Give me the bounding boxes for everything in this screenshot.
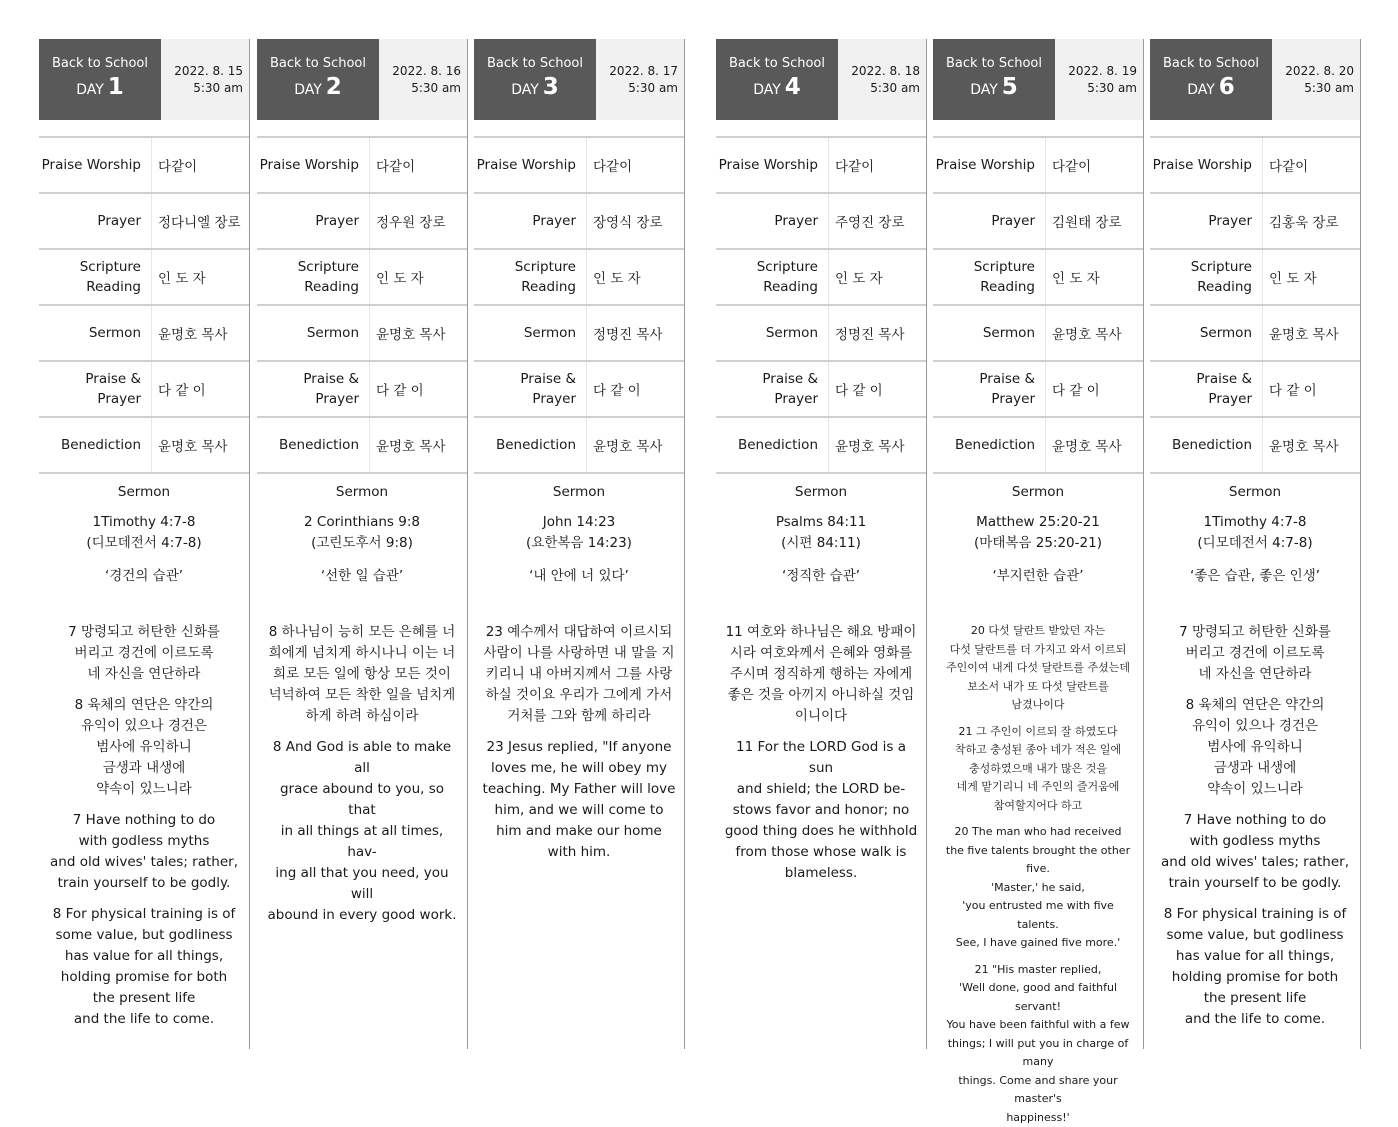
program-leader: 인 도 자 (369, 250, 467, 304)
program-role: Benediction (933, 435, 1045, 455)
program-leader: 다같이 (586, 138, 684, 192)
scripture-reference-korean: (고린도후서 9:8) (265, 533, 459, 554)
day-header (1150, 39, 1360, 120)
verse-text: 8 And God is able to make all grace abound to you, so that in all things at all times, hav- ing all that you need, you will abound in every good work. (265, 737, 459, 926)
event-title: Back to School (270, 56, 366, 72)
program-leader: 윤명호 목사 (1262, 418, 1360, 472)
time: 5:30 am (596, 80, 678, 97)
event-title: Back to School (946, 56, 1042, 72)
program-role: Praise Worship (933, 155, 1045, 175)
program-row (474, 194, 684, 250)
program-role: Sermon (474, 323, 586, 343)
scripture-reference: Matthew 25:20-21 (941, 512, 1135, 533)
program-leader: 인 도 자 (828, 250, 926, 304)
day-header (257, 39, 467, 120)
program-row (1150, 418, 1360, 474)
program-leader: 인 도 자 (151, 250, 249, 304)
date-time (596, 39, 684, 120)
day-header (39, 39, 249, 120)
day-number: 3 (543, 74, 559, 100)
scripture-reference-korean: (디모데전서 4:7-8) (1158, 533, 1352, 554)
event-title: Back to School (1163, 56, 1259, 72)
sermon-section (257, 474, 467, 926)
sermon-section (474, 474, 684, 863)
program-leader: 다 같 이 (1045, 362, 1143, 416)
day-word: DAY (753, 82, 781, 98)
program-leader: 주영진 장로 (828, 194, 926, 248)
program-leader: 윤명호 목사 (1045, 306, 1143, 360)
sermon-title: ‘선한 일 습관’ (265, 564, 459, 584)
program-role: Sermon (1150, 323, 1262, 343)
program-row (1150, 306, 1360, 362)
program-leader: 다 같 이 (369, 362, 467, 416)
program-leader: 윤명호 목사 (586, 418, 684, 472)
day-badge (933, 39, 1055, 120)
header-divider (39, 120, 249, 138)
sermon-heading: Sermon (1158, 484, 1352, 500)
verse-list (47, 622, 241, 1030)
verse-text: 20 The man who had received the five talents brought the other five. 'Master,' he said, 'you entrusted me with five talents. See, I have gained five more.' (941, 823, 1135, 953)
program-role: Benediction (39, 435, 151, 455)
program-row (1150, 362, 1360, 418)
verse-text: 20 다섯 달란트 받았던 자는 다섯 달란트를 더 가지고 와서 이르되 주인이여 내게 다섯 달란트를 주셨는데 보소서 내가 또 다섯 달란트를 남겼나이다 (941, 622, 1135, 715)
program-row (716, 362, 926, 418)
program-row (933, 250, 1143, 306)
program-role: Praise & Prayer (716, 369, 828, 409)
program-role: Praise Worship (1150, 155, 1262, 175)
sermon-section (933, 474, 1143, 1127)
sermon-section (716, 474, 926, 884)
date-time (838, 39, 926, 120)
sermon-heading: Sermon (47, 484, 241, 500)
sermon-title: ‘내 안에 너 있다’ (482, 564, 676, 584)
program-row (1150, 250, 1360, 306)
day-header (933, 39, 1143, 120)
day-column (716, 39, 927, 1049)
header-divider (257, 120, 467, 138)
program-row (933, 362, 1143, 418)
program-leader: 윤명호 목사 (1045, 418, 1143, 472)
date-time (379, 39, 467, 120)
date-time (161, 39, 249, 120)
program-row (39, 138, 249, 194)
day-badge (1150, 39, 1272, 120)
day-label (511, 74, 559, 103)
verse-text: 23 예수께서 대답하여 이르시되 사람이 나를 사랑하면 내 말을 지 키리니 내 아버지께서 그를 사랑 하실 것이요 우리가 그에게 가서 거처를 그와 함께 하리라 (482, 622, 676, 727)
day-number: 2 (326, 74, 342, 100)
scripture-reference: 1Timothy 4:7-8 (1158, 512, 1352, 533)
event-title: Back to School (52, 56, 148, 72)
verse-text: 8 육체의 연단은 약간의 유익이 있으나 경건은 범사에 유익하니 금생과 내생에 약속이 있느니라 (1158, 695, 1352, 800)
day-badge (257, 39, 379, 120)
program-leader: 윤명호 목사 (369, 418, 467, 472)
program-row (39, 306, 249, 362)
day-header (474, 39, 684, 120)
program-role: Sermon (716, 323, 828, 343)
verse-text: 11 여호와 하나님은 해요 방패이 시라 여호와께서 은혜와 영화를 주시며 정직하게 행하는 자에게 좋은 것을 아끼지 아니하실 것임 이니이다 (724, 622, 918, 727)
program-role: Scripture Reading (39, 257, 151, 297)
scripture-reference-korean: (시편 84:11) (724, 533, 918, 554)
program-leader: 다같이 (1262, 138, 1360, 192)
sermon-title: ‘경건의 습관’ (47, 564, 241, 584)
program-leader: 정명진 목사 (828, 306, 926, 360)
program-role: Benediction (474, 435, 586, 455)
program-row (1150, 138, 1360, 194)
program-row (39, 194, 249, 250)
program-row (716, 306, 926, 362)
event-title: Back to School (487, 56, 583, 72)
day-number: 1 (108, 74, 124, 100)
program-row (257, 138, 467, 194)
program-role: Sermon (933, 323, 1045, 343)
program-row (474, 138, 684, 194)
program-role: Prayer (933, 211, 1045, 231)
day-column (257, 39, 468, 1049)
program-leader: 윤명호 목사 (151, 418, 249, 472)
scripture-reference-korean: (디모데전서 4:7-8) (47, 533, 241, 554)
program-leader: 인 도 자 (1045, 250, 1143, 304)
verse-text: 8 육체의 연단은 약간의 유익이 있으나 경건은 범사에 유익하니 금생과 내생에 약속이 있느니라 (47, 695, 241, 800)
day-label (76, 74, 124, 103)
date: 2022. 8. 16 (379, 63, 461, 80)
verse-text: 7 Have nothing to do with godless myths and old wives' tales; rather, train yourself to be godly. (47, 810, 241, 894)
date: 2022. 8. 19 (1055, 63, 1137, 80)
verse-list (482, 622, 676, 863)
sermon-section (39, 474, 249, 1030)
sermon-title: ‘정직한 습관’ (724, 564, 918, 584)
verse-text: 11 For the LORD God is a sun and shield; the LORD be- stows favor and honor; no good thing does he withhold from those whose walk is blameless. (724, 737, 918, 884)
header-divider (933, 120, 1143, 138)
program-leader: 정다니엘 장로 (151, 194, 249, 248)
program-role: Praise Worship (257, 155, 369, 175)
day-badge (39, 39, 161, 120)
program-leader: 다같이 (1045, 138, 1143, 192)
sermon-heading: Sermon (724, 484, 918, 500)
verse-text: 8 For physical training is of some value, but godliness has value for all things, holding promise for both the present life and the life to come. (1158, 904, 1352, 1030)
verse-text: 8 하나님이 능히 모든 은혜를 너 희에게 넘치게 하시나니 이는 너 희로 모든 일에 항상 모든 것이 넉넉하여 모든 착한 일을 넘치게 하게 하려 하심이라 (265, 622, 459, 727)
program-leader: 윤명호 목사 (151, 306, 249, 360)
program-row (39, 362, 249, 418)
program-leader: 장영식 장로 (586, 194, 684, 248)
program-row (716, 194, 926, 250)
program-leader: 윤명호 목사 (1262, 306, 1360, 360)
verse-text: 23 Jesus replied, "If anyone loves me, he will obey my teaching. My Father will love him, and we will come to him and make our home with him. (482, 737, 676, 863)
program-leader: 김홍욱 장로 (1262, 194, 1360, 248)
program-role: Praise Worship (39, 155, 151, 175)
date: 2022. 8. 15 (161, 63, 243, 80)
program-leader: 정명진 목사 (586, 306, 684, 360)
sermon-heading: Sermon (482, 484, 676, 500)
verse-text: 21 "His master replied, 'Well done, good and faithful servant! You have been faithful with a few things; I will put you in charge of many things. Come and share your master's happiness!' (941, 961, 1135, 1127)
verse-list (941, 622, 1135, 1127)
program-row (257, 362, 467, 418)
verse-text: 7 망령되고 허탄한 신화를 버리고 경건에 이르도록 네 자신을 연단하라 (1158, 622, 1352, 685)
event-title: Back to School (729, 56, 825, 72)
scripture-reference: Psalms 84:11 (724, 512, 918, 533)
day-number: 4 (785, 74, 801, 100)
day-column (39, 39, 250, 1049)
program-role: Prayer (257, 211, 369, 231)
date-time (1272, 39, 1360, 120)
day-label (753, 74, 801, 103)
sermon-section (1150, 474, 1360, 1030)
program-row (1150, 194, 1360, 250)
day-label (1187, 74, 1235, 103)
time: 5:30 am (379, 80, 461, 97)
time: 5:30 am (1055, 80, 1137, 97)
program-role: Sermon (257, 323, 369, 343)
program-row (716, 418, 926, 474)
verse-text: 21 그 주인이 이르되 잘 하였도다 착하고 충성된 종아 네가 적은 일에 충성하였으매 내가 많은 것을 네게 맡기리니 네 주인의 즐거움에 참여할지어다 하고 (941, 723, 1135, 816)
verse-list (724, 622, 918, 884)
program-role: Benediction (1150, 435, 1262, 455)
program-leader: 다 같 이 (151, 362, 249, 416)
program-role: Prayer (474, 211, 586, 231)
program-role: Praise & Prayer (1150, 369, 1262, 409)
program-role: Scripture Reading (474, 257, 586, 297)
sermon-title: ‘좋은 습관, 좋은 인생’ (1158, 564, 1352, 584)
program-role: Prayer (39, 211, 151, 231)
program-role: Praise & Prayer (474, 369, 586, 409)
program-leader: 다같이 (828, 138, 926, 192)
program-role: Scripture Reading (933, 257, 1045, 297)
header-divider (1150, 120, 1360, 138)
program-row (39, 418, 249, 474)
program-role: Benediction (716, 435, 828, 455)
program-row (716, 138, 926, 194)
day-label (970, 74, 1018, 103)
program-role: Praise Worship (474, 155, 586, 175)
time: 5:30 am (1272, 80, 1354, 97)
date: 2022. 8. 20 (1272, 63, 1354, 80)
program-leader: 김원태 장로 (1045, 194, 1143, 248)
verse-text: 7 망령되고 허탄한 신화를 버리고 경건에 이르도록 네 자신을 연단하라 (47, 622, 241, 685)
day-label (294, 74, 342, 103)
program-role: Praise & Prayer (933, 369, 1045, 409)
program-leader: 다같이 (151, 138, 249, 192)
day-word: DAY (511, 82, 539, 98)
date: 2022. 8. 17 (596, 63, 678, 80)
program-row (474, 306, 684, 362)
program-role: Scripture Reading (257, 257, 369, 297)
header-divider (716, 120, 926, 138)
day-number: 5 (1002, 74, 1018, 100)
program-row (257, 194, 467, 250)
program-row (716, 250, 926, 306)
day-word: DAY (1187, 82, 1215, 98)
program-role: Benediction (257, 435, 369, 455)
program-row (933, 306, 1143, 362)
day-badge (716, 39, 838, 120)
time: 5:30 am (838, 80, 920, 97)
verse-list (1158, 622, 1352, 1030)
program-role: Praise & Prayer (257, 369, 369, 409)
day-word: DAY (970, 82, 998, 98)
program-leader: 윤명호 목사 (828, 418, 926, 472)
sermon-title: ‘부지런한 습관’ (941, 564, 1135, 584)
day-number: 6 (1219, 74, 1235, 100)
program-leader: 인 도 자 (1262, 250, 1360, 304)
day-word: DAY (294, 82, 322, 98)
date: 2022. 8. 18 (838, 63, 920, 80)
program-leader: 다 같 이 (1262, 362, 1360, 416)
day-header (716, 39, 926, 120)
scripture-reference: John 14:23 (482, 512, 676, 533)
program-row (257, 418, 467, 474)
scripture-reference-korean: (마태복음 25:20-21) (941, 533, 1135, 554)
day-column (933, 39, 1144, 1049)
program-role: Praise & Prayer (39, 369, 151, 409)
scripture-reference: 1Timothy 4:7-8 (47, 512, 241, 533)
program-role: Prayer (716, 211, 828, 231)
header-divider (474, 120, 684, 138)
time: 5:30 am (161, 80, 243, 97)
sermon-heading: Sermon (265, 484, 459, 500)
program-row (933, 418, 1143, 474)
program-role: Scripture Reading (1150, 257, 1262, 297)
program-row (39, 250, 249, 306)
verse-text: 8 For physical training is of some value, but godliness has value for all things, holding promise for both the present life and the life to come. (47, 904, 241, 1030)
sermon-heading: Sermon (941, 484, 1135, 500)
program-role: Praise Worship (716, 155, 828, 175)
program-row (933, 138, 1143, 194)
program-row (933, 194, 1143, 250)
program-role: Prayer (1150, 211, 1262, 231)
program-role: Sermon (39, 323, 151, 343)
program-row (474, 418, 684, 474)
verse-list (265, 622, 459, 926)
scripture-reference: 2 Corinthians 9:8 (265, 512, 459, 533)
program-row (474, 250, 684, 306)
program-row (257, 306, 467, 362)
day-column (1150, 39, 1361, 1049)
program-leader: 정우원 장로 (369, 194, 467, 248)
program-leader: 윤명호 목사 (369, 306, 467, 360)
program-row (474, 362, 684, 418)
program-leader: 다 같 이 (586, 362, 684, 416)
program-role: Scripture Reading (716, 257, 828, 297)
day-badge (474, 39, 596, 120)
program-row (257, 250, 467, 306)
day-word: DAY (76, 82, 104, 98)
day-column (474, 39, 685, 1049)
program-leader: 인 도 자 (586, 250, 684, 304)
scripture-reference-korean: (요한복음 14:23) (482, 533, 676, 554)
program-leader: 다같이 (369, 138, 467, 192)
program-leader: 다 같 이 (828, 362, 926, 416)
date-time (1055, 39, 1143, 120)
verse-text: 7 Have nothing to do with godless myths and old wives' tales; rather, train yourself to be godly. (1158, 810, 1352, 894)
